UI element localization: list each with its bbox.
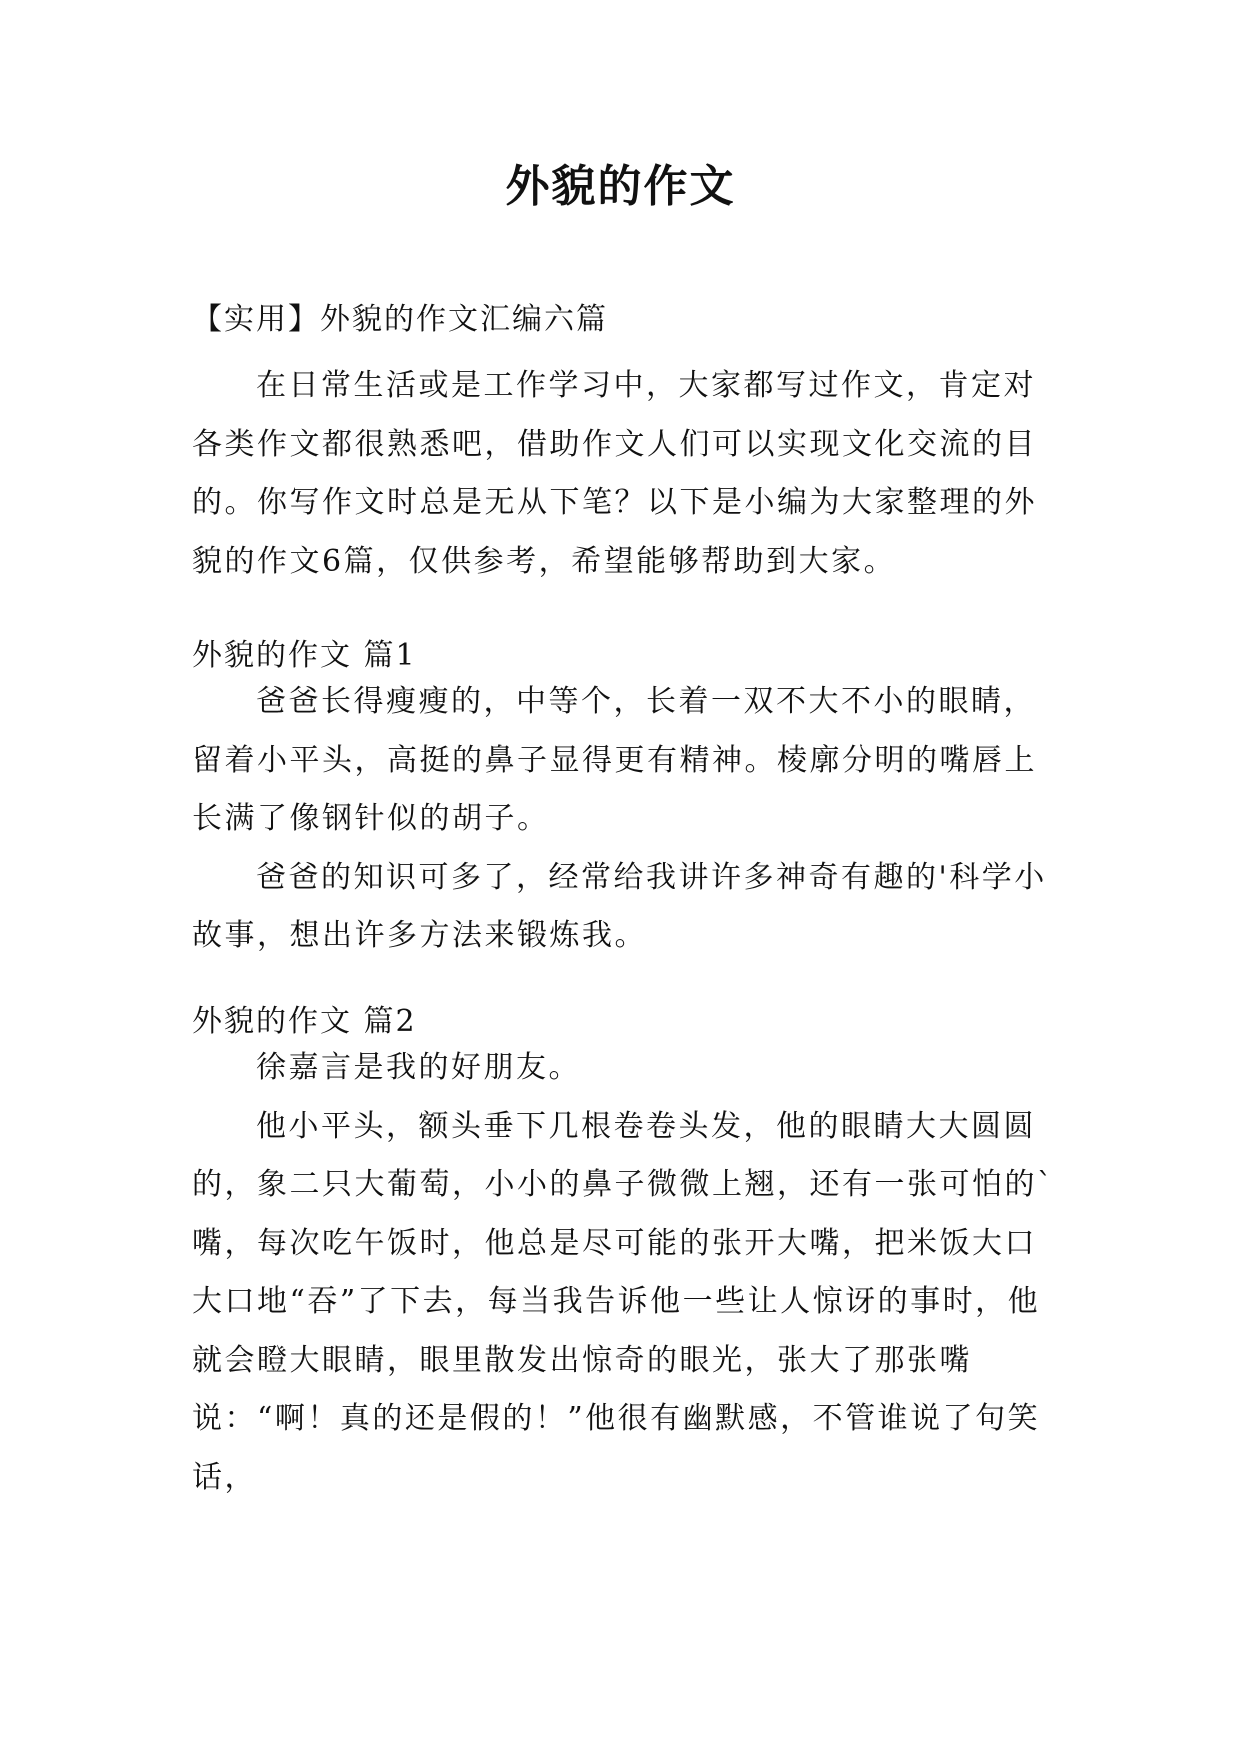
section-heading-2: 外貌的作文 篇2 [192,1004,417,1039]
section-1-paragraph-1: 爸爸长得瘦瘦的，中等个，长着一双不大不小的眼睛，留着小平头，高挺的鼻子显得更有精神。棱廓分明的嘴唇上长满了像钢针似的胡子。 [192,684,1037,836]
intro-block [192,357,1062,591]
section-heading-1: 外貌的作文 篇1 [192,638,417,673]
intro-paragraph: 在日常生活或是工作学习中，大家都写过作文，肯定对各类作文都很熟悉吧，借助作文人们可以实现文化交流的目的。你写作文时总是无从下笔？以下是小编为大家整理的外貌的作文6篇，仅供参考，希望能够帮助到大家。 [192,368,1037,579]
section-2-paragraph-1: 徐嘉言是我的好朋友。 [256,1050,581,1085]
section-1-body [192,673,1062,966]
section-2-paragraph-2: 他小平头，额头垂下几根卷卷头发，他的眼睛大大圆圆的，象二只大葡萄，小小的鼻子微微上翘，还有一张可怕的`嘴，每次吃午饭时，他总是尽可能的张开大嘴，把米饭大口大口地“吞”了下去，每当我告诉他一些让人惊讶的事时，他就会瞪大眼睛，眼里散发出惊奇的眼光，张大了那张嘴说：“啊！真的还是假的！”他很有幽默感，不管谁说了句笑话， [192,1108,1055,1495]
section-2-body [192,1039,1062,1507]
document-title: 外貌的作文 [505,161,736,212]
section-1-paragraph-2: 爸爸的知识可多了，经常给我讲许多神奇有趣的'科学小故事，想出许多方法来锻炼我。 [192,859,1047,953]
document-subtitle: 【实用】外貌的作文汇编六篇 [192,302,608,337]
